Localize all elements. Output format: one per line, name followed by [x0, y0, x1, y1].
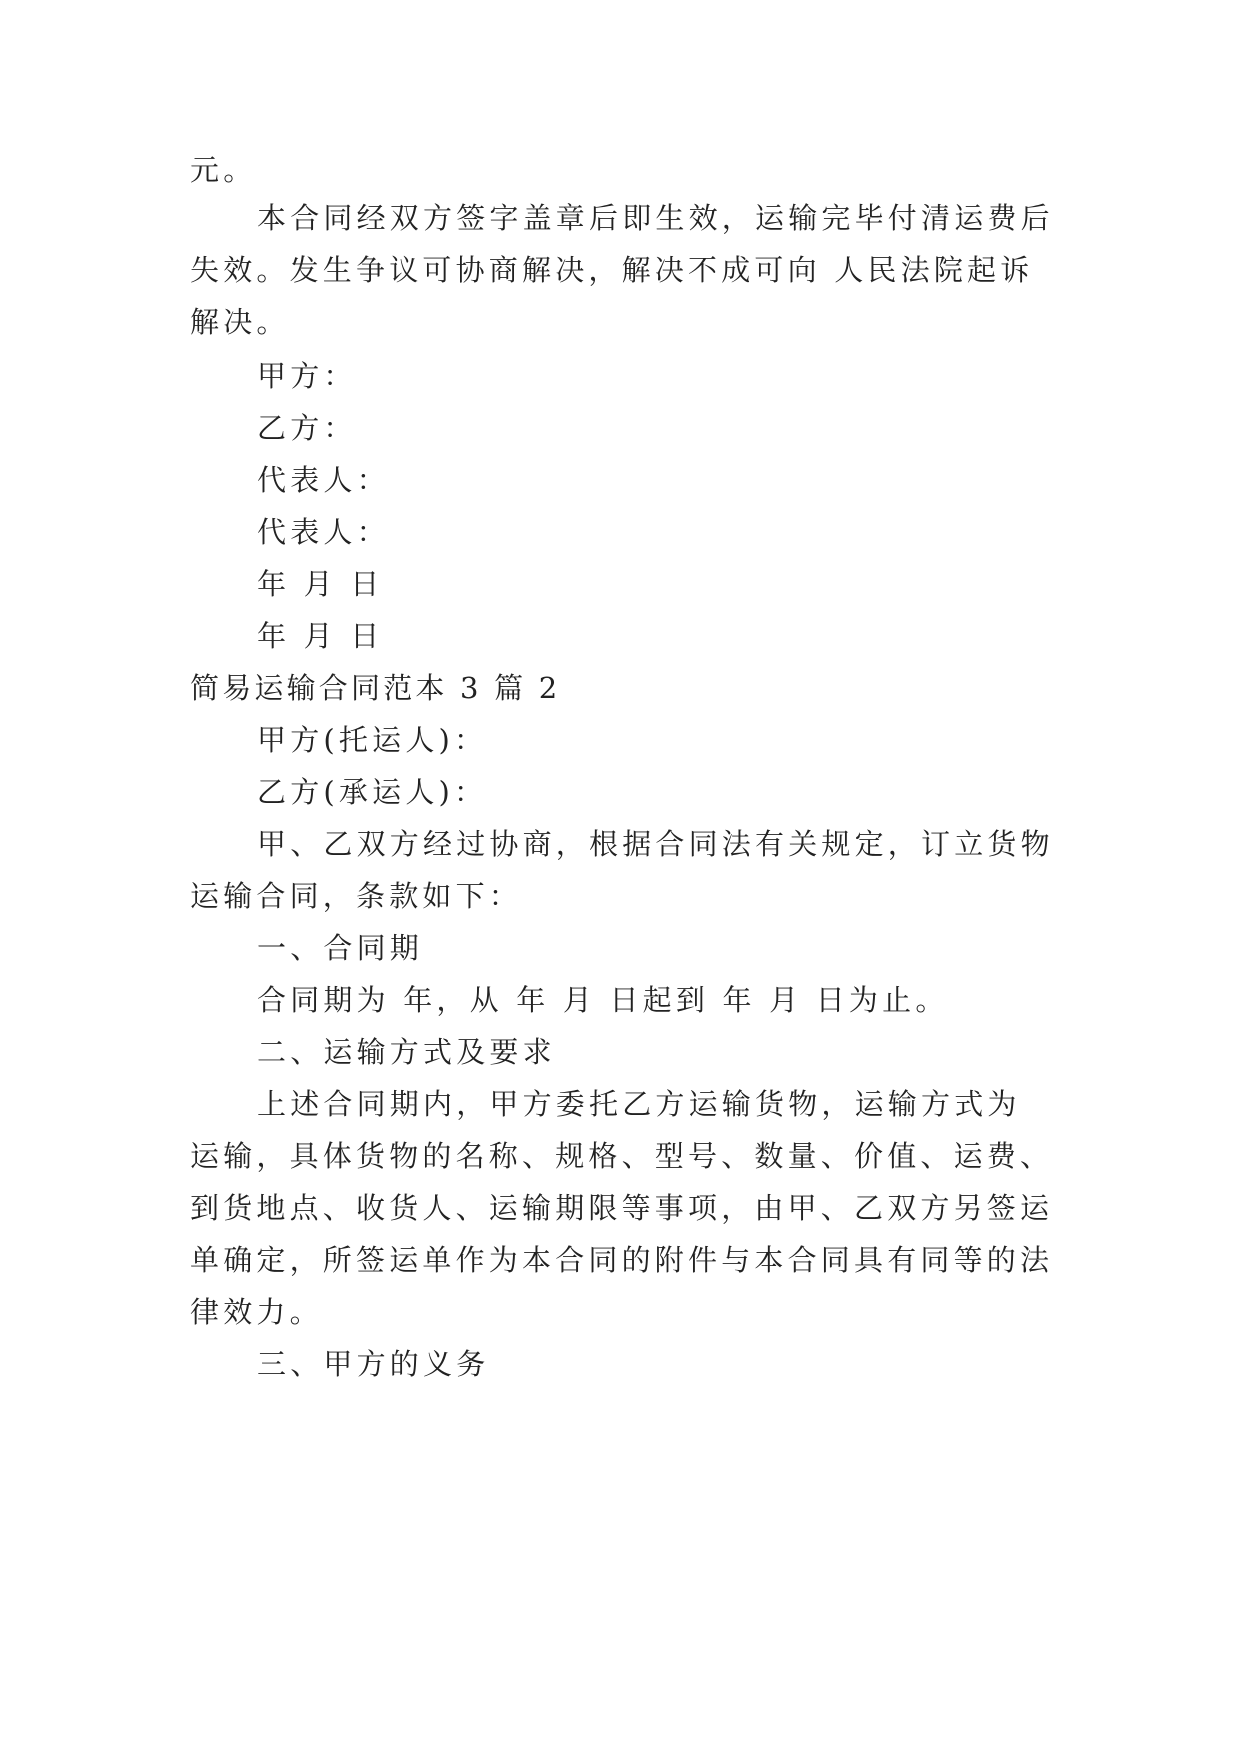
paragraph-line: 运输，具体货物的名称、规格、型号、数量、价值、运费、	[190, 1139, 1054, 1173]
paragraph-line: 甲、乙双方经过协商，根据合同法有关规定，订立货物	[257, 827, 1054, 861]
clause-heading: 二、运输方式及要求	[257, 1035, 556, 1069]
clause-heading: 一、合同期	[257, 931, 424, 965]
representative-label: 代表人：	[257, 515, 390, 549]
representative-label: 代表人：	[257, 463, 390, 497]
paragraph-line: 本合同经双方签字盖章后即生效，运输完毕付清运费后	[257, 201, 1054, 235]
paragraph-line: 到货地点、收货人、运输期限等事项，由甲、乙双方另签运	[190, 1191, 1054, 1225]
party-b-label: 乙方：	[257, 411, 357, 445]
section-title: 简易运输合同范本 3 篇 2	[190, 671, 561, 705]
text-line: 元。	[190, 153, 257, 187]
paragraph-line: 失效。发生争议可协商解决，解决不成可向 人民法院起诉	[190, 253, 1034, 287]
shipper-label: 甲方(托运人)：	[257, 723, 488, 757]
clause-heading: 三、甲方的义务	[257, 1347, 490, 1381]
paragraph-line: 运输合同，条款如下：	[190, 879, 523, 913]
party-a-label: 甲方：	[257, 359, 357, 393]
paragraph-line: 律效力。	[190, 1295, 323, 1329]
paragraph-line: 单确定，所签运单作为本合同的附件与本合同具有同等的法	[190, 1243, 1054, 1277]
date-line: 年 月 日	[257, 619, 384, 653]
carrier-label: 乙方(承运人)：	[257, 775, 488, 809]
paragraph-line: 上述合同期内，甲方委托乙方运输货物，运输方式为	[257, 1087, 1021, 1121]
paragraph-line: 合同期为 年，从 年 月 日起到 年 月 日为止。	[257, 983, 949, 1017]
paragraph-line: 解决。	[190, 305, 290, 339]
date-line: 年 月 日	[257, 567, 384, 601]
